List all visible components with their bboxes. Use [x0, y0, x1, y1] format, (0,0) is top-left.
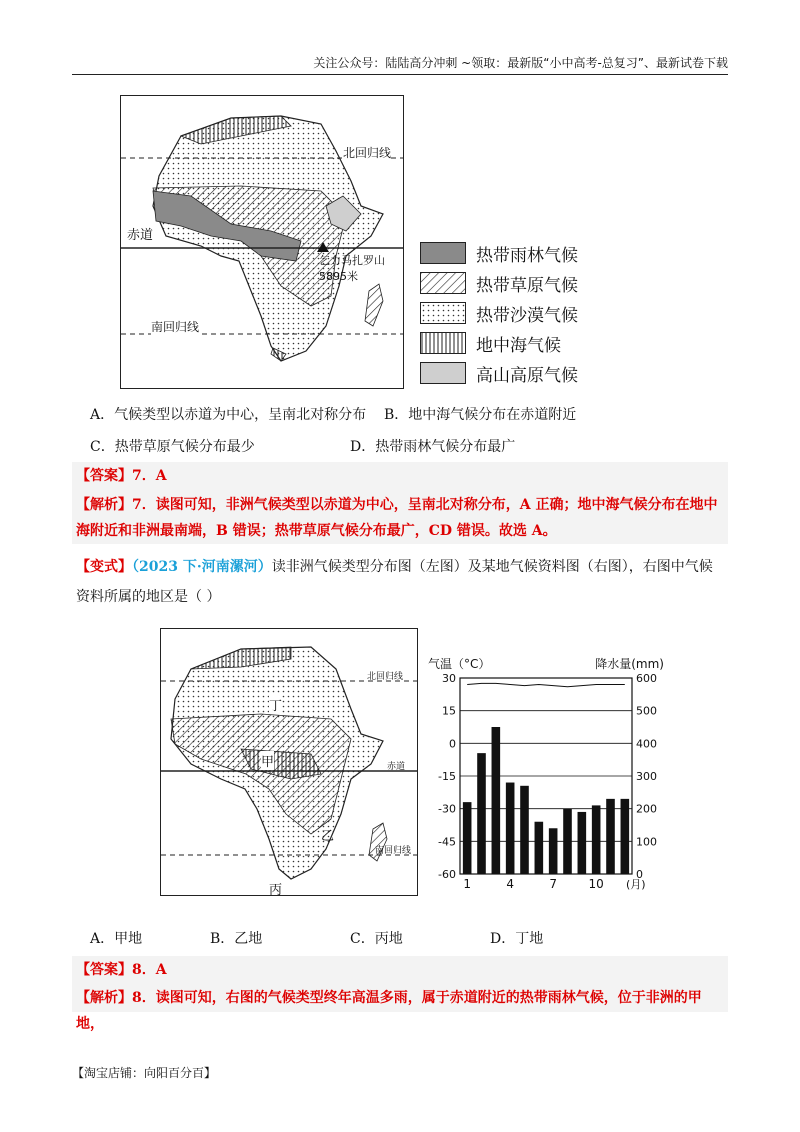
q7-answer: 【答案】7．A [76, 468, 167, 484]
legend-item [420, 358, 620, 388]
right-tick-label: 500 [636, 704, 657, 718]
left-tick-label: -60 [438, 868, 456, 881]
x-tick-label: 4 [506, 877, 514, 891]
precip-bar [592, 805, 601, 874]
map2-tropic-north-label: 北回归线 [367, 672, 404, 682]
q8-answer: 【答案】8．A [76, 962, 167, 978]
q8-option-b: B．乙地 [210, 931, 263, 947]
right-tick-label: 600 [636, 672, 657, 685]
right-tick-label: 400 [636, 737, 657, 751]
q7-option-c: C．热带草原气候分布最少 [90, 439, 255, 455]
map2-tropic-south-label: 南回归线 [375, 846, 412, 856]
africa-map-2 [160, 628, 418, 896]
mediterranean-swatch [420, 332, 466, 354]
desert-swatch [420, 302, 466, 324]
map1-mountain-label: 乞力马扎罗山 [319, 254, 385, 267]
map2-ding-label: 丁 [269, 695, 282, 714]
map2-yi-label: 乙 [321, 829, 335, 844]
map1-tropic-north-label: 北回归线 [343, 146, 392, 160]
map2-bing-label: 丙 [269, 883, 283, 896]
legend-label: 地中海气候 [476, 335, 561, 356]
left-tick-label: -45 [438, 835, 456, 849]
q7-analysis: 【解析】7．读图可知，非洲气候类型以赤道为中心，呈南北对称分布，A 正确；地中海气候分布在地中海附近和非洲最南端，B 错误；热带草原气候分布最广，CD 错误。故选 A。 [76, 497, 718, 539]
map2-jia-label: 甲 [261, 751, 274, 770]
climate-legend [420, 238, 620, 388]
page-header: 关注公众号：陆陆高分冲刺 ~领取：最新版“小中高考-总复习”、最新试卷下载 [72, 54, 728, 75]
q8-option-a: A．甲地 [90, 931, 143, 947]
q7-option-d: D．热带雨林气候分布最广 [350, 439, 516, 455]
precip-bar [549, 828, 558, 874]
legend-label: 热带沙漠气候 [476, 305, 578, 326]
variant-tag: 【变式】 [76, 559, 132, 575]
right-tick-label: 100 [636, 835, 657, 849]
precip-bar [535, 822, 544, 874]
q8-analysis: 【解析】8．读图可知，右图的气候类型终年高温多雨，属于赤道附近的热带雨林气候，位于非洲的甲地， [76, 990, 702, 1032]
precip-bar [506, 783, 515, 874]
right-axis-title: 降水量(mm) [595, 657, 664, 671]
precip-bar [563, 809, 572, 874]
q8-option-d: D．丁地 [490, 931, 544, 947]
precip-bar [520, 786, 529, 874]
page-footer: 【淘宝店铺：向阳百分百】 [72, 1066, 217, 1080]
right-tick-label: 0 [636, 868, 643, 881]
legend-item [420, 298, 620, 328]
q7-option-b: B．地中海气候分布在赤道附近 [384, 407, 577, 423]
legend-label: 高山高原气候 [476, 365, 578, 386]
right-tick-label: 200 [636, 802, 657, 816]
precip-bar [578, 812, 587, 874]
left-tick-label: 30 [442, 672, 456, 685]
map1-tropic-south-label: 南回归线 [151, 320, 200, 334]
x-tick-label: 10 [588, 877, 604, 891]
right-tick-label: 300 [636, 770, 657, 783]
rainforest-swatch [420, 242, 466, 264]
left-tick-label: 0 [449, 737, 456, 751]
x-axis-unit: (月) [626, 878, 646, 891]
map1-height-label: 5895米 [319, 270, 358, 283]
legend-item [420, 328, 620, 358]
left-tick-label: -15 [438, 770, 456, 783]
africa-map-drawing [121, 96, 403, 388]
left-tick-label: 15 [442, 704, 456, 718]
legend-item [420, 238, 620, 268]
variant-source: （2023 下·河南漯河） [132, 559, 272, 575]
q7-option-a: A．气候类型以赤道为中心，呈南北对称分布 [90, 407, 367, 423]
left-axis-title: 气温（°C） [428, 657, 491, 671]
left-tick-label: -30 [438, 802, 456, 816]
x-tick-label: 1 [463, 877, 471, 891]
precip-bar [621, 799, 630, 874]
legend-label: 热带草原气候 [476, 275, 578, 296]
x-tick-label: 7 [549, 877, 557, 891]
precip-bar [492, 727, 501, 874]
precip-bar [606, 799, 615, 874]
q8-option-c: C．丙地 [350, 931, 403, 947]
highland-swatch [420, 362, 466, 384]
savanna-swatch [420, 272, 466, 294]
climate-chart [426, 652, 666, 892]
legend-item [420, 268, 620, 298]
temperature-line [467, 683, 625, 686]
precip-bar [477, 753, 486, 874]
variant-question [76, 552, 726, 612]
africa-climate-map [120, 95, 404, 389]
legend-label: 热带雨林气候 [476, 245, 578, 266]
map2-equator-label: 赤道 [387, 762, 406, 772]
map1-equator-label: 赤道 [127, 224, 153, 243]
variant-text: 读非洲气候类型分布图（左图）及某地气候资料图（右图），右图中气候资料所属的地区是（ ） [76, 559, 713, 605]
climate-chart-svg [426, 652, 666, 892]
precip-bar [463, 802, 472, 874]
